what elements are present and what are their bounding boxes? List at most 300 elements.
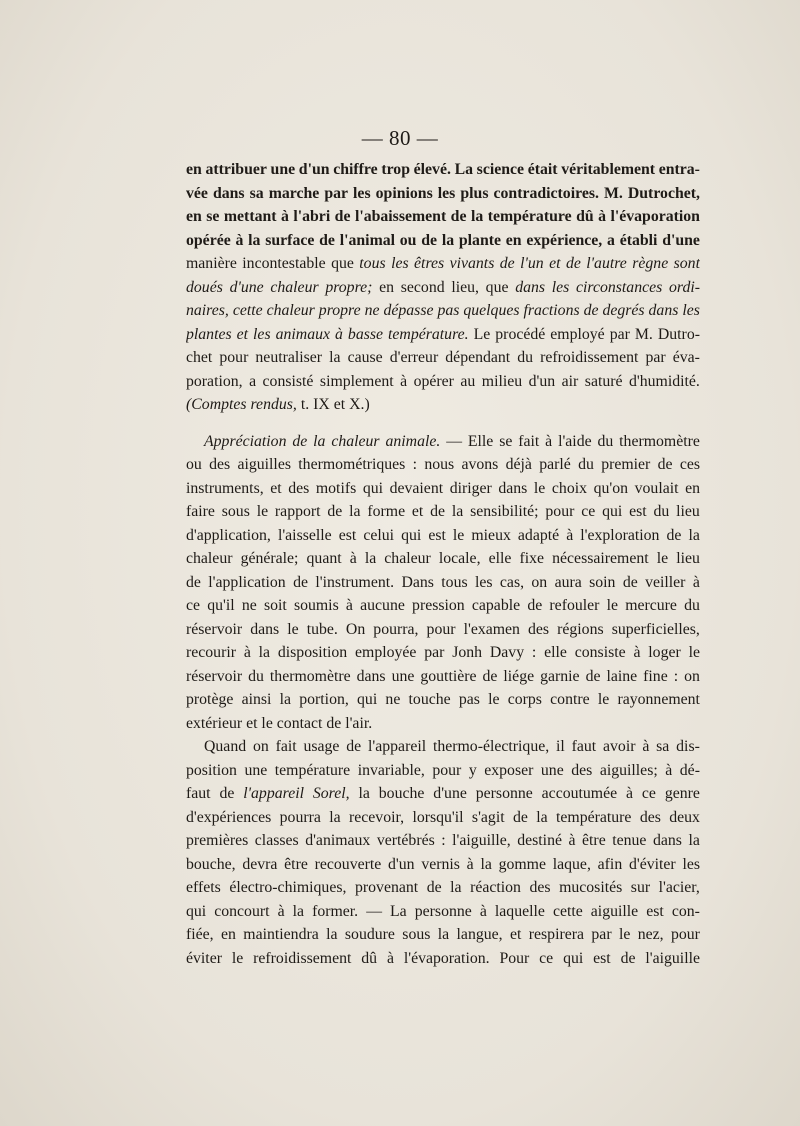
word: elle xyxy=(488,550,512,567)
word: une xyxy=(244,761,268,779)
word: du xyxy=(684,597,700,614)
word: l'abri xyxy=(293,208,331,225)
word: faire xyxy=(186,503,215,520)
word: établi xyxy=(619,231,658,249)
word: le xyxy=(452,526,465,544)
text-line xyxy=(186,782,700,806)
text-line xyxy=(186,900,700,924)
word: être xyxy=(582,832,606,849)
word: lieu, xyxy=(451,278,479,296)
word: procédé xyxy=(495,325,546,343)
word: Appréciation xyxy=(204,432,287,450)
word: : xyxy=(531,644,537,661)
word: l'animal xyxy=(339,231,396,249)
word: doués xyxy=(186,278,223,296)
word: la xyxy=(313,432,326,450)
word: classes xyxy=(254,832,299,849)
word: le xyxy=(231,949,244,967)
word: cause xyxy=(347,349,383,366)
word: d'éviter xyxy=(628,855,676,873)
word: les xyxy=(391,255,409,272)
word: capable xyxy=(471,597,521,614)
text-segment: t. IX et X.) xyxy=(300,396,370,413)
word: d'application, xyxy=(186,526,271,544)
word: à xyxy=(692,573,700,591)
word: consisté xyxy=(262,372,314,390)
word: et xyxy=(236,325,249,343)
word: les xyxy=(353,184,371,202)
word: des xyxy=(528,620,550,638)
text-line xyxy=(186,712,700,736)
word: vivants xyxy=(449,255,495,272)
word: le xyxy=(688,644,700,661)
word: soit xyxy=(263,597,287,614)
text-line xyxy=(186,853,700,877)
text-line xyxy=(186,393,700,417)
word: opérée xyxy=(186,231,231,249)
word: est xyxy=(646,902,664,920)
word: sous xyxy=(402,926,431,943)
word: pour xyxy=(426,620,456,638)
word: celui xyxy=(363,526,395,544)
word: laine xyxy=(606,667,638,685)
text-line xyxy=(186,477,700,501)
word: il xyxy=(556,738,565,755)
word: à xyxy=(665,761,673,779)
word: parlé xyxy=(539,456,571,473)
word: marche xyxy=(268,184,320,202)
word: mucosités xyxy=(559,879,623,896)
word: aiguille xyxy=(590,902,639,920)
word: à xyxy=(568,832,576,849)
word: tube. xyxy=(306,620,338,638)
word: en xyxy=(221,926,236,943)
word: destiné xyxy=(517,832,562,849)
word: Sorel, xyxy=(312,785,350,802)
word: la xyxy=(364,550,377,567)
word: : xyxy=(441,832,446,849)
word: saturé xyxy=(584,372,623,390)
word: Dutrochet, xyxy=(627,184,700,202)
word: l'appareil xyxy=(243,785,304,802)
word: genre xyxy=(664,785,700,802)
word: ce xyxy=(186,597,201,614)
word: langue, xyxy=(456,926,503,943)
word: choix xyxy=(551,479,588,497)
word: air xyxy=(561,372,579,390)
word: l'aide xyxy=(558,432,592,450)
word: La xyxy=(390,902,407,920)
word: la xyxy=(248,231,261,249)
word: Elle xyxy=(467,432,494,450)
word: dans xyxy=(648,302,679,319)
word: d'un xyxy=(528,372,556,390)
word: thermomètre xyxy=(269,667,351,685)
word: cette xyxy=(232,302,263,319)
word: règne xyxy=(632,255,669,272)
text-line xyxy=(186,453,700,477)
word: à xyxy=(466,855,474,873)
text-line xyxy=(186,688,700,712)
word: à xyxy=(345,597,353,614)
word: le xyxy=(533,479,546,497)
word: pour xyxy=(219,349,249,366)
word: La xyxy=(454,161,474,178)
word: des xyxy=(529,879,551,896)
word: par xyxy=(324,184,349,202)
word: rapport xyxy=(274,503,321,520)
text-line xyxy=(186,735,700,759)
word: trop xyxy=(381,161,410,178)
word: ainsi xyxy=(241,691,272,708)
word: la xyxy=(451,503,464,520)
word: nez, xyxy=(637,926,664,943)
word: gomme xyxy=(498,855,546,873)
word: lieu xyxy=(676,503,700,520)
word: Le xyxy=(473,325,491,343)
word: la xyxy=(688,832,700,849)
word: bouche xyxy=(378,785,425,802)
word: par xyxy=(609,325,630,343)
word: Dutro- xyxy=(657,325,700,343)
text-line xyxy=(186,665,700,689)
word: le xyxy=(618,926,631,943)
text-line xyxy=(186,323,700,347)
word: laquelle xyxy=(494,902,545,920)
word: à xyxy=(545,432,553,450)
body-text xyxy=(186,158,700,970)
word: contre xyxy=(550,691,590,708)
word: qui xyxy=(563,949,584,967)
word: l'aiguille xyxy=(645,949,700,967)
word: d'une xyxy=(229,278,264,296)
word: des xyxy=(209,456,231,473)
word: qui xyxy=(186,902,207,920)
word: laque, xyxy=(552,855,591,873)
word: ne xyxy=(364,302,380,319)
word: dû xyxy=(576,208,594,225)
word: aucune xyxy=(360,597,405,614)
word: température. xyxy=(388,325,469,343)
word: est xyxy=(338,526,357,544)
word: par xyxy=(424,644,445,661)
text-line xyxy=(186,759,700,783)
italic-text: (Comptes rendus, xyxy=(186,396,297,413)
word: sont xyxy=(673,255,700,272)
word: avons xyxy=(461,456,499,473)
word: des xyxy=(288,479,310,497)
word: et xyxy=(509,926,522,943)
word: à xyxy=(349,550,357,567)
word: et xyxy=(549,255,561,272)
word: régions xyxy=(557,620,604,638)
word: fine xyxy=(643,667,668,685)
word: sur xyxy=(630,879,651,896)
word: On xyxy=(345,620,366,638)
word: ce xyxy=(641,785,656,802)
word: nécessairement xyxy=(552,550,649,567)
word: disposition xyxy=(277,644,348,661)
word: refouler xyxy=(549,597,600,614)
word: du xyxy=(517,349,534,366)
word: faut xyxy=(186,785,211,802)
word: que xyxy=(485,278,509,296)
text-line xyxy=(186,876,700,900)
word: thermomètre xyxy=(619,432,700,450)
word: dans xyxy=(250,620,280,638)
word: cette xyxy=(552,902,583,920)
word: afin xyxy=(597,855,623,873)
word: position xyxy=(186,761,237,779)
word: M. xyxy=(603,184,623,202)
word: aiguilles xyxy=(237,456,291,473)
word: l'autre xyxy=(586,255,627,272)
text-line xyxy=(186,500,700,524)
word: s'agit xyxy=(471,808,505,826)
word: touche xyxy=(408,691,451,708)
word: le xyxy=(606,597,619,614)
word: l'abaissement xyxy=(354,208,447,225)
word: plante xyxy=(458,231,502,249)
text-line xyxy=(186,547,700,571)
word: l'appareil xyxy=(368,738,427,755)
word: se xyxy=(499,432,513,450)
word: motifs xyxy=(315,479,357,497)
word: consiste xyxy=(574,644,626,661)
word: température xyxy=(487,208,572,225)
word: la xyxy=(358,785,370,802)
word: l'évaporation xyxy=(610,208,700,225)
word: de xyxy=(450,208,467,225)
word: les xyxy=(682,855,700,873)
text-line xyxy=(186,346,700,370)
word: circonstances xyxy=(576,278,663,296)
word: générale; xyxy=(240,550,299,567)
word: devaient xyxy=(389,479,444,497)
word: animaux xyxy=(275,325,331,343)
word: vertébrés xyxy=(376,832,435,849)
word: devra xyxy=(242,855,278,873)
word: chaleur xyxy=(266,302,315,319)
word: la xyxy=(450,879,462,896)
word: plantes xyxy=(186,325,232,343)
word: l'instrument. xyxy=(315,573,395,591)
word: chaleur xyxy=(186,550,233,567)
word: Dans xyxy=(401,573,434,591)
word: basse xyxy=(347,325,384,343)
word: à xyxy=(642,738,650,755)
text-line xyxy=(186,158,700,182)
word: qui xyxy=(362,479,384,497)
word: naires, xyxy=(186,302,229,319)
word: le xyxy=(256,503,269,520)
word: du xyxy=(597,432,614,450)
word: être xyxy=(284,855,308,873)
word: neutraliser xyxy=(255,349,323,366)
word: qui xyxy=(602,503,623,520)
word: bouche, xyxy=(186,855,236,873)
word: l'application xyxy=(208,573,286,591)
word: de xyxy=(482,667,498,685)
word: pour xyxy=(432,761,462,779)
word: ordi- xyxy=(668,278,700,296)
word: pas xyxy=(458,691,480,708)
word: de xyxy=(527,597,543,614)
word: se xyxy=(206,208,220,225)
word: la xyxy=(470,208,484,225)
word: recourir xyxy=(186,644,236,661)
word: température xyxy=(274,761,351,779)
word: quant xyxy=(306,550,342,567)
word: provenant xyxy=(354,879,419,896)
word: et xyxy=(270,479,282,497)
word: ce xyxy=(581,503,596,520)
word: usage xyxy=(303,738,340,755)
word: personne xyxy=(414,902,472,920)
word: d'animaux xyxy=(305,832,371,849)
word: maintiendra xyxy=(243,926,319,943)
word: de xyxy=(620,949,636,967)
word: chet xyxy=(186,349,213,366)
word: instruments, xyxy=(186,479,264,497)
word: de xyxy=(512,808,528,826)
word: l'aisselle xyxy=(277,526,332,544)
word: en xyxy=(186,208,202,225)
word: l'acier, xyxy=(658,879,700,896)
word: la xyxy=(441,231,455,249)
word: par xyxy=(591,926,612,943)
word: adapté xyxy=(517,526,560,544)
word: qui xyxy=(357,691,378,708)
word: ou xyxy=(399,231,417,249)
word: de xyxy=(426,879,442,896)
word: à xyxy=(277,902,285,920)
word: on xyxy=(531,573,548,591)
word: d'expériences xyxy=(186,808,272,826)
word: éva- xyxy=(672,349,700,366)
text-line xyxy=(186,370,700,394)
word: à xyxy=(243,644,251,661)
word: d'un xyxy=(298,161,330,178)
word: la xyxy=(480,855,492,873)
word: recouverte xyxy=(314,855,382,873)
word: sa xyxy=(656,738,670,755)
word: manière xyxy=(186,255,237,272)
word: quelques xyxy=(463,302,520,319)
word: fiée, xyxy=(186,926,214,943)
word: thermo-électrique, xyxy=(432,738,550,755)
word: une xyxy=(270,161,296,178)
word: l'examen xyxy=(463,620,520,638)
word: science xyxy=(476,161,525,178)
word: propre; xyxy=(325,278,373,296)
word: d'une xyxy=(433,785,467,802)
word: superficielles, xyxy=(611,620,700,638)
word: des xyxy=(571,761,593,779)
word: former. xyxy=(312,902,359,920)
word: loger xyxy=(648,644,681,661)
word: d'humidité. xyxy=(628,372,700,390)
word: nous xyxy=(424,456,455,473)
word: l'exploration xyxy=(580,526,660,544)
word: ce xyxy=(539,949,554,967)
word: la xyxy=(279,691,292,708)
word: à xyxy=(633,644,641,661)
word: chaleur xyxy=(331,432,380,450)
word: accoutumée xyxy=(541,785,618,802)
word: de xyxy=(346,738,362,755)
word: pression xyxy=(412,597,465,614)
word: simplement xyxy=(319,372,394,390)
word: d'un xyxy=(388,855,415,873)
word: les xyxy=(437,184,456,202)
word: refroidissement xyxy=(540,349,639,366)
text-line xyxy=(186,806,700,830)
word: de xyxy=(666,526,682,544)
word: milieu xyxy=(481,372,523,390)
word: à xyxy=(566,526,574,544)
word: faut xyxy=(571,738,597,755)
word: vée xyxy=(186,184,208,202)
word: la xyxy=(292,902,305,920)
word: premières xyxy=(186,832,249,849)
word: attribuer xyxy=(205,161,267,178)
word: en xyxy=(379,278,395,296)
word: soin xyxy=(589,573,616,591)
word: a xyxy=(607,231,615,249)
word: on xyxy=(252,738,269,755)
word: éviter xyxy=(186,949,222,967)
word: corps xyxy=(507,691,542,708)
word: au xyxy=(460,372,476,390)
word: veiller xyxy=(645,573,686,591)
word: la xyxy=(536,808,548,826)
word: chaleur xyxy=(270,278,319,296)
word: mieux xyxy=(471,526,511,544)
text-line xyxy=(186,229,700,253)
word: thermométriques xyxy=(298,456,406,473)
word: une xyxy=(540,761,564,779)
word: à xyxy=(335,325,343,343)
word: Jonh xyxy=(452,644,483,661)
word: la xyxy=(329,808,341,826)
word: par xyxy=(645,349,666,366)
word: con- xyxy=(671,902,700,920)
word: en xyxy=(685,479,700,497)
word: dans xyxy=(356,667,386,685)
text-line xyxy=(186,182,700,206)
word: à xyxy=(626,785,634,802)
word: lieu xyxy=(676,550,700,567)
word: réservoir xyxy=(186,667,243,685)
word: de xyxy=(327,503,343,520)
word: pour xyxy=(545,503,575,520)
word: respirera xyxy=(528,926,585,943)
word: qu'on xyxy=(593,479,629,497)
word: cas, xyxy=(499,573,525,591)
word: que xyxy=(331,255,354,272)
word: aiguilles; xyxy=(599,761,658,779)
word: on xyxy=(684,667,700,685)
word: dé- xyxy=(679,761,700,779)
word: du xyxy=(248,667,264,685)
word: pourra xyxy=(279,808,321,826)
word: soudure xyxy=(344,926,395,943)
word: de xyxy=(657,456,673,473)
word: l'évaporation. xyxy=(403,949,490,967)
word: premier xyxy=(601,456,651,473)
word: de xyxy=(585,667,601,685)
